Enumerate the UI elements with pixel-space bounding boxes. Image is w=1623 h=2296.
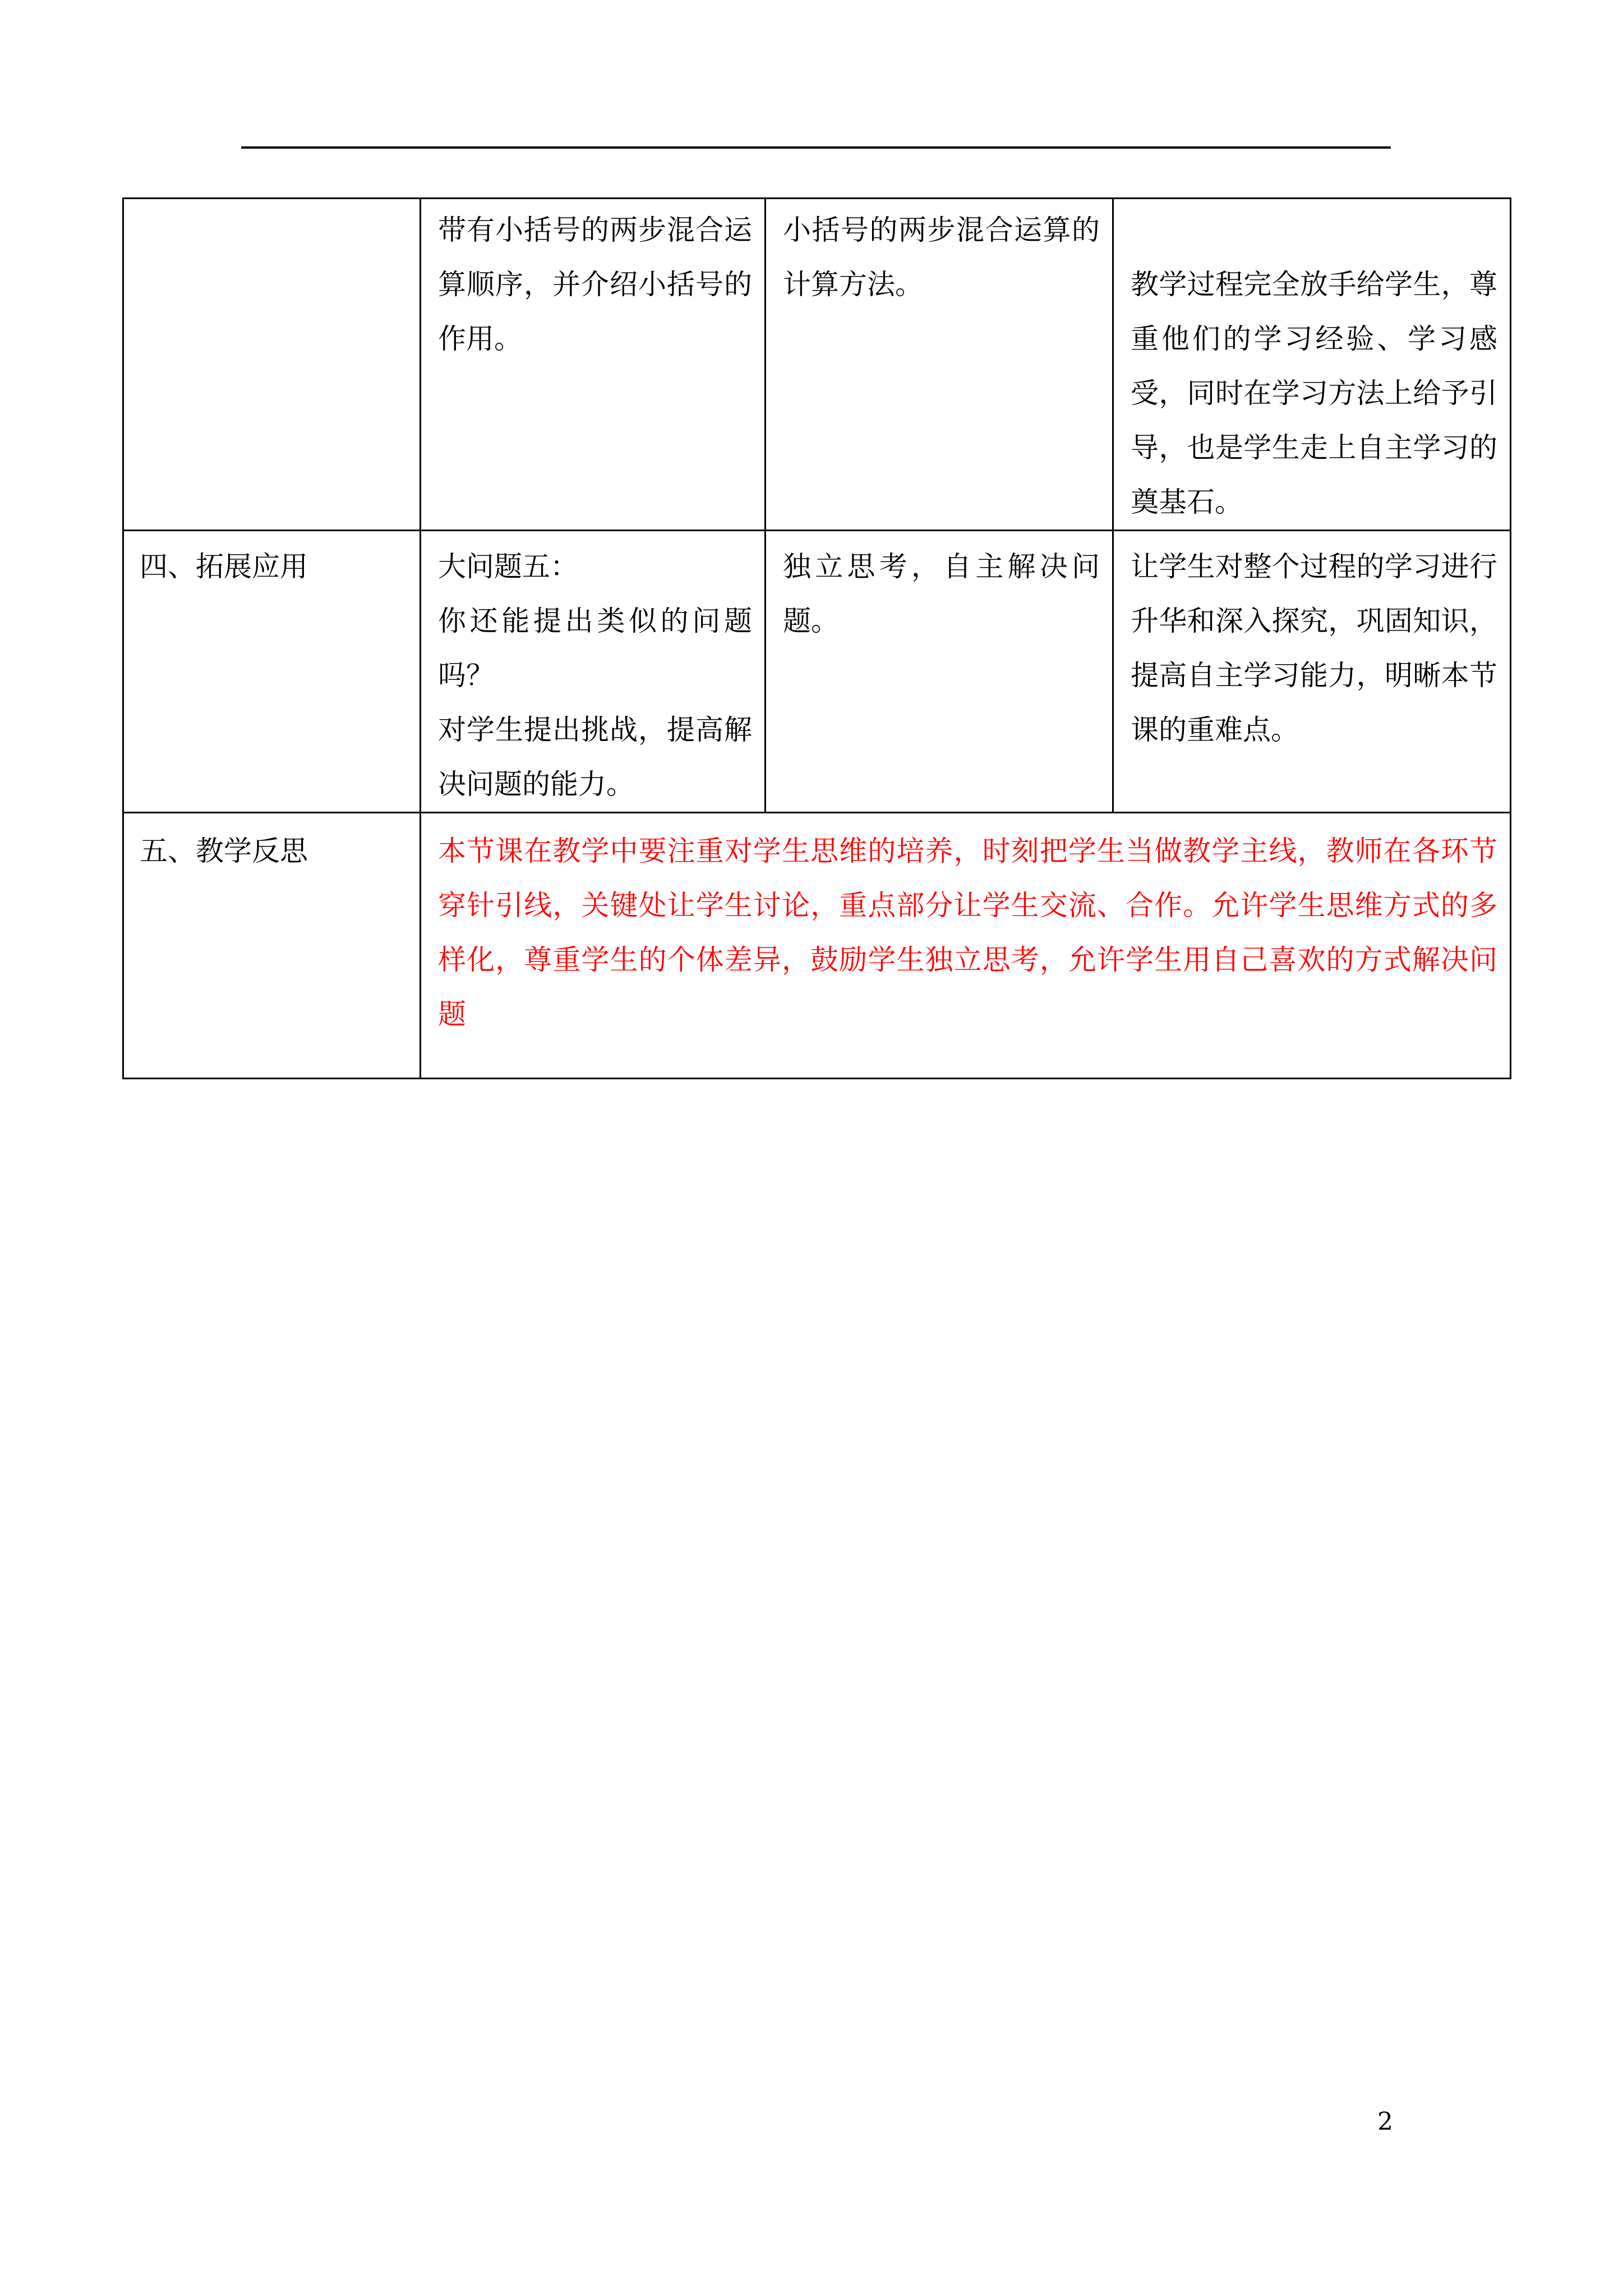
student-activity-text: 独立思考，自主解决问题。 bbox=[783, 550, 1100, 637]
table-row bbox=[123, 531, 1511, 813]
header-rule bbox=[241, 146, 1391, 149]
teacher-activity-cell bbox=[421, 199, 766, 531]
design-intent-text: 让学生对整个过程的学习进行升华和深入探究，巩固知识，提高自主学习能力，明晰本节课的重难点。 bbox=[1131, 550, 1497, 746]
teacher-activity-cell bbox=[421, 531, 766, 813]
design-intent-cell bbox=[1113, 199, 1511, 531]
teacher-activity-text: 带有小括号的两步混合运算顺序，并介绍小括号的作用。 bbox=[438, 214, 752, 355]
student-activity-cell bbox=[766, 531, 1113, 813]
student-activity-text: 小括号的两步混合运算的计算方法。 bbox=[783, 214, 1100, 301]
reflection-cell bbox=[421, 813, 1511, 1079]
reflection-text: 本节课在教学中要注重对学生思维的培养，时刻把学生当做教学主线，教师在各环节穿针引线，关键处让学生讨论，重点部分让学生交流、合作。允许学生思维方式的多样化，尊重学生的个体差异，鼓励学生独立思考，允许学生用自己喜欢的方式解决问题 bbox=[438, 835, 1497, 1030]
lesson-plan-table bbox=[122, 197, 1511, 1079]
table-row bbox=[123, 199, 1511, 531]
table-row bbox=[123, 813, 1511, 1079]
design-intent-cell bbox=[1113, 531, 1511, 813]
design-intent-text: 教学过程完全放手给学生，尊重他们的学习经验、学习感受，同时在学习方法上给予引导，也是学生走上自主学习的奠基石。 bbox=[1131, 268, 1497, 518]
stage-cell bbox=[123, 199, 421, 531]
stage-cell bbox=[123, 531, 421, 813]
stage-label: 四、拓展应用 bbox=[140, 550, 308, 583]
stage-label: 五、教学反思 bbox=[140, 835, 308, 867]
teacher-activity-line: 你还能提出类似的问题吗？ bbox=[438, 605, 752, 692]
page-number: 2 bbox=[1377, 2108, 1393, 2136]
teacher-activity-line: 大问题五： bbox=[438, 550, 578, 583]
student-activity-cell bbox=[766, 199, 1113, 531]
stage-label bbox=[124, 199, 419, 203]
stage-cell bbox=[123, 813, 421, 1079]
teacher-activity-text bbox=[421, 531, 764, 812]
teacher-activity-line: 对学生提出挑战，提高解决问题的能力。 bbox=[438, 714, 752, 800]
